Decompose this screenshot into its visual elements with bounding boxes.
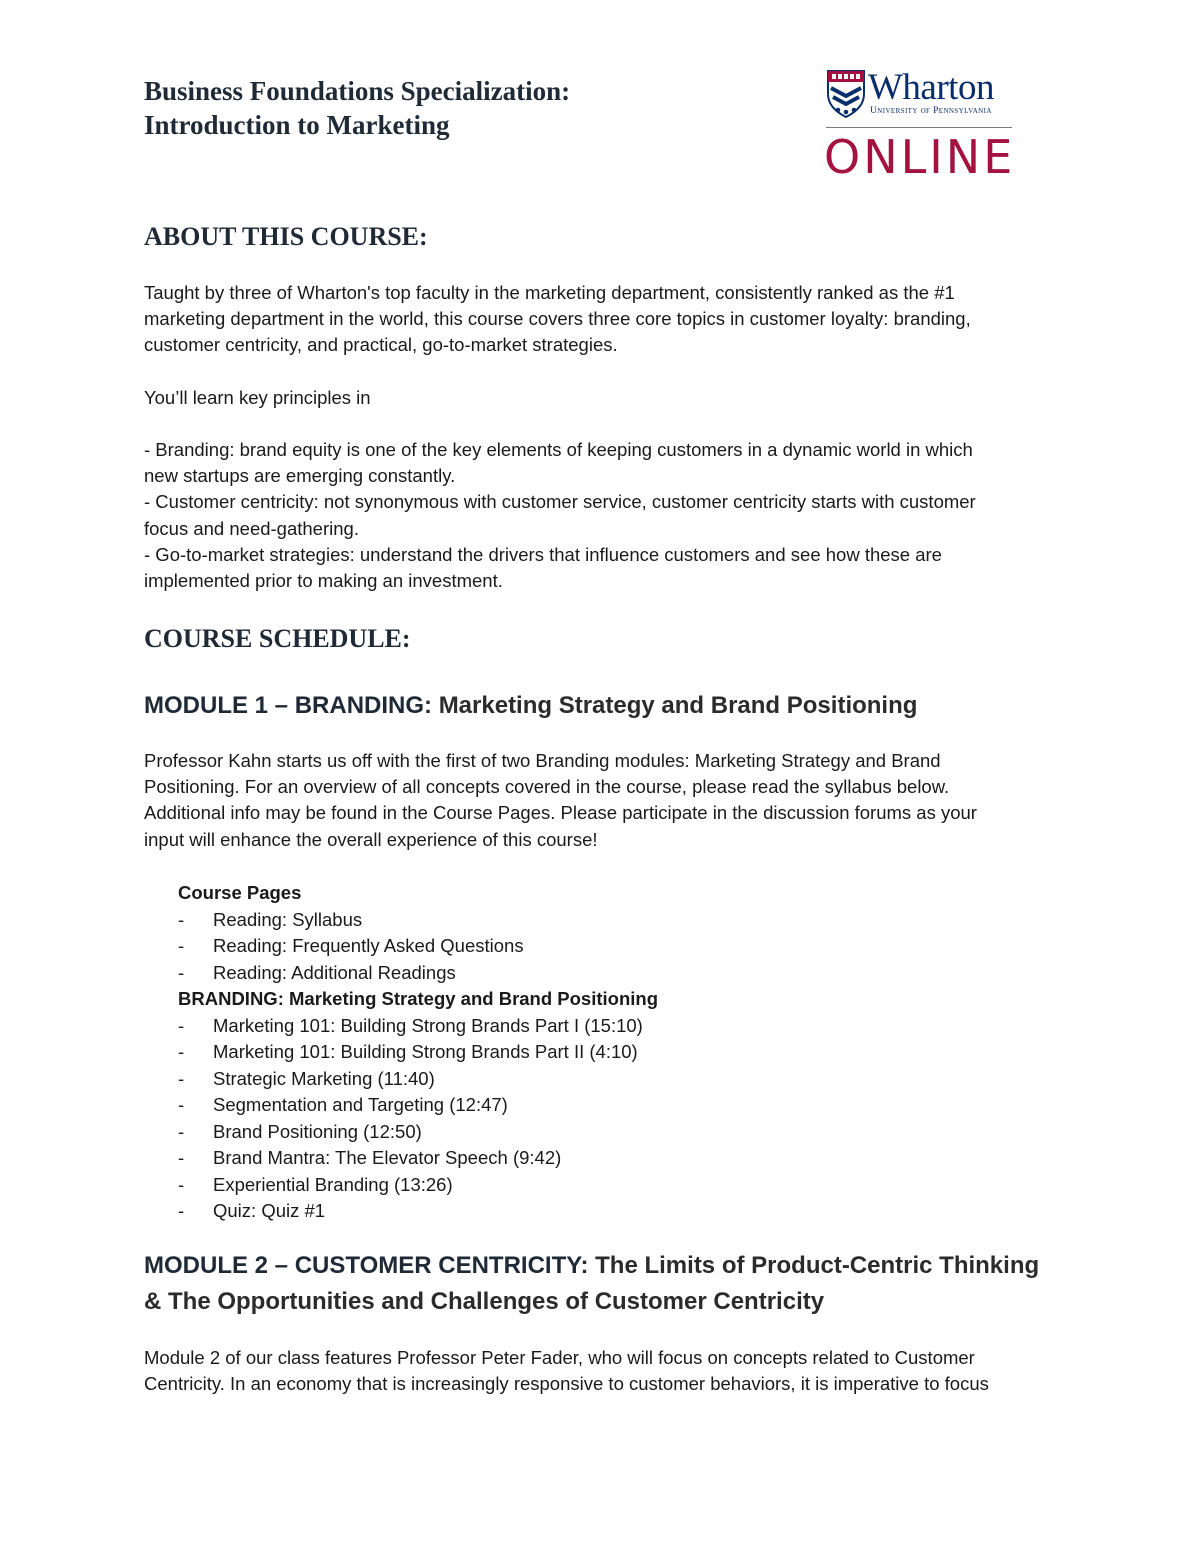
list-item-label: Segmentation and Targeting (12:47) [213,1094,508,1115]
module-1-title: : Marketing Strategy and Brand Positioning [424,692,918,719]
list-dash: - [178,1173,185,1195]
list-item [178,1198,878,1225]
list-item-label: Reading: Syllabus [213,908,363,930]
list-item [178,1039,878,1066]
list-item-label: Brand Positioning (12:50) [213,1120,422,1142]
list-item-label: Strategic Marketing (11:40) [213,1067,435,1089]
list-item [178,933,878,960]
module-2-description-line: Module 2 of our class features Professor Peter Fader, who will focus on concepts related to Customer [144,1347,975,1368]
list-dash: - [178,1147,185,1168]
about-heading: ABOUT THIS COURSE: [144,222,428,251]
list-item [178,907,878,934]
module-2-title-line-1: : The Limits of Product-Centric Thinking [580,1252,1040,1279]
list-item [178,1119,878,1146]
list-dash: - [178,1014,185,1036]
list-dash: - [178,1200,185,1221]
module-1-description [144,748,1064,853]
list-item [178,960,878,987]
branding-heading: BRANDING: Marketing Strategy and Brand Positioning [178,988,659,1009]
module-1-tag: MODULE 1 – BRANDING [144,692,425,719]
module-1-description-line: Additional info may be found in the Course Pages. Please participate in the discussion forums as your [144,802,977,824]
list-item-label: Quiz: Quiz #1 [213,1200,326,1221]
title-line-2: Introduction to Marketing [144,110,450,140]
list-item-label: Marketing 101: Building Strong Brands Part II (4:10) [213,1041,638,1062]
module-2-tag: MODULE 2 – CUSTOMER CENTRICITY [144,1252,581,1279]
about-intro [144,280,1064,359]
module-2-heading [144,1248,1064,1320]
penn-shield-icon [827,70,865,118]
schedule-heading: COURSE SCHEDULE: [144,624,411,653]
list-dash: - [178,908,185,930]
logo-online: ONLINE [824,130,1016,184]
module-1-heading [144,688,1064,724]
logo-divider [826,127,1012,128]
list-item-label: Brand Mantra: The Elevator Speech (9:42) [213,1147,562,1168]
list-item-label: Marketing 101: Building Strong Brands Part I (15:10) [213,1014,643,1036]
principle-line: - Go-to-market strategies: understand the drivers that influence customers and see how these are [144,543,942,565]
list-dash: - [178,935,185,956]
logo-brand: Wharton [868,67,994,108]
module-1-description-line: input will enhance the overall experience of this course! [144,828,598,850]
list-item-label: Experiential Branding (13:26) [213,1173,453,1195]
module-1-description-line: Positioning. For an overview of all concepts covered in the course, please read the syllabus below. [144,776,950,798]
about-intro-line: customer centricity, and practical, go-to-market strategies. [144,334,618,356]
list-item-label: Reading: Additional Readings [213,961,456,983]
list-dash: - [178,1120,185,1142]
principle-line: new startups are emerging constantly. [144,465,456,487]
course-pages-heading: Course Pages [178,882,302,903]
wharton-online-logo [822,66,1016,184]
list-dash: - [178,961,185,983]
principle-line: - Customer centricity: not synonymous with customer service, customer centricity starts with customer [144,491,976,513]
module-1-description-line: Professor Kahn starts us off with the first of two Branding modules: Marketing Strategy and Brand [144,750,941,771]
principle-line: implemented prior to making an investment. [144,570,503,592]
principle-line: focus and need-gathering. [144,517,359,539]
learn-line: You’ll learn key principles in [144,387,371,408]
list-item-label: Reading: Frequently Asked Questions [213,935,524,956]
list-item [178,1013,878,1040]
list-item [178,1145,878,1172]
title-line-1: Business Foundations Specialization: [144,76,571,106]
list-item [178,1172,878,1199]
document-title [144,74,570,142]
about-intro-line: marketing department in the world, this course covers three core topics in customer loyalty: branding, [144,308,971,330]
module-2-description-line: Centricity. In an economy that is increasingly responsive to customer behaviors, it is imperative to focus [144,1373,989,1395]
list-dash: - [178,1041,185,1062]
module-2-description [144,1345,1064,1397]
logo-university: University of Pennsylvania [870,106,992,116]
list-item [178,1066,878,1093]
principles [144,437,1064,594]
about-intro-line: Taught by three of Wharton's top faculty in the marketing department, consistently ranked as the #1 [144,282,955,303]
list-dash: - [178,1094,185,1115]
list-item [178,1092,878,1119]
module-1-contents [178,880,878,1225]
principle-line: - Branding: brand equity is one of the key elements of keeping customers in a dynamic world in which [144,439,973,460]
list-dash: - [178,1067,185,1089]
module-2-title-line-2: & The Opportunities and Challenges of Customer Centricity [144,1288,825,1315]
